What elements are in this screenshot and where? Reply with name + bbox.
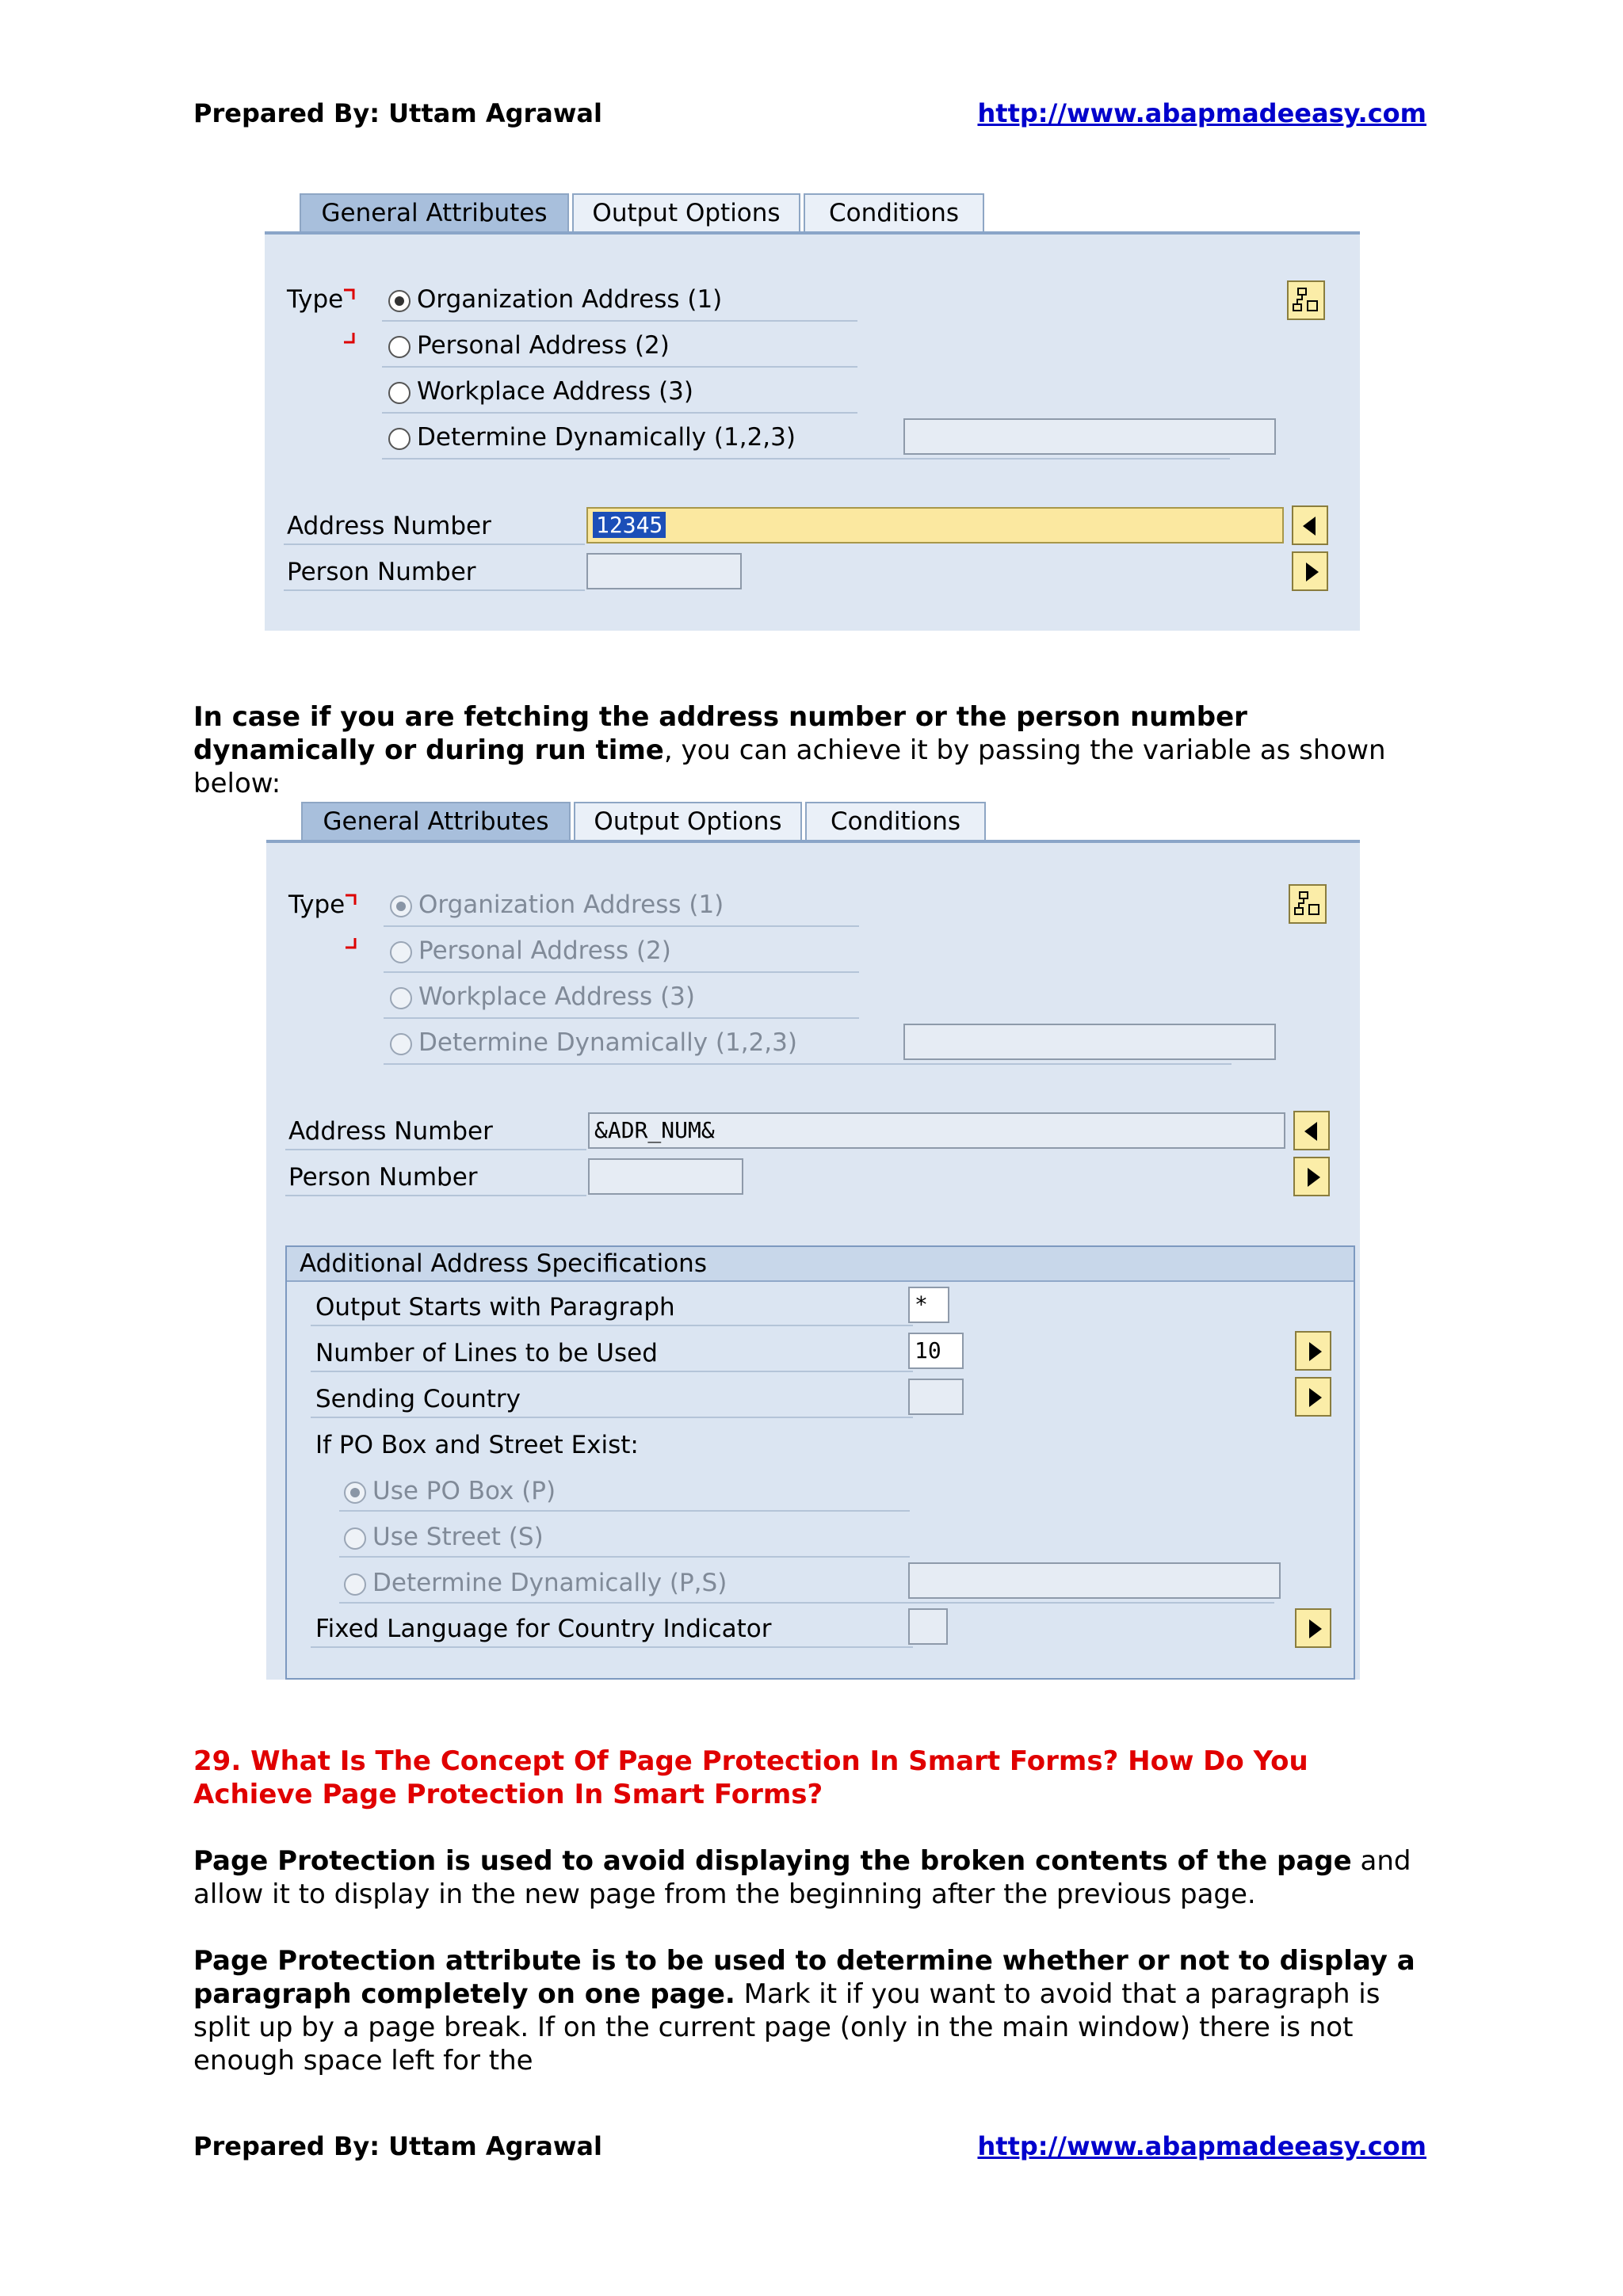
radio-label-workplace-address: Workplace Address (3) — [417, 377, 693, 406]
type-label: Type — [288, 891, 346, 919]
radio-label-workplace-address: Workplace Address (3) — [418, 982, 695, 1011]
footer-prepared-by: Prepared By: Uttam Agrawal — [193, 2131, 602, 2161]
tab-output-options[interactable]: Output Options — [572, 193, 800, 231]
radio-label-organization-address: Organization Address (1) — [417, 285, 723, 314]
output-starts-input[interactable]: * — [908, 1287, 949, 1323]
page-protection-paragraph-2: Page Protection attribute is to be used to determine whether or not to display a paragraph completely on one page. Mark it if you want to avoid that a paragraph is split up by a page break. If on the current page (only in the main window) there is not enough space left for the — [193, 1945, 1415, 2077]
screenshot-general-attributes-1 — [265, 193, 1360, 631]
footer-url-link[interactable]: http://www.abapmadeeasy.com — [977, 2131, 1426, 2161]
radio-label-personal-address: Personal Address (2) — [418, 936, 671, 965]
group-title: Additional Address Specifications — [287, 1247, 1354, 1282]
radio-use-po-box — [344, 1482, 366, 1504]
fixed-language-checkbox[interactable] — [908, 1608, 948, 1645]
radio-determine-dynamically — [390, 1033, 412, 1055]
tab-conditions[interactable]: Conditions — [805, 802, 986, 840]
radio-label-use-street: Use Street (S) — [372, 1523, 544, 1551]
radio-label-determine-dynamically-ps: Determine Dynamically (P,S) — [372, 1569, 727, 1597]
num-lines-input[interactable]: 10 — [908, 1333, 964, 1369]
person-number-input[interactable] — [586, 553, 742, 589]
required-corner-icon — [346, 894, 357, 905]
required-corner-icon — [344, 333, 355, 344]
radio-determine-dynamically-ps — [344, 1573, 366, 1596]
arrow-right-icon — [1309, 1388, 1322, 1407]
address-number-input[interactable]: &ADR_NUM& — [588, 1112, 1285, 1149]
radio-organization-address[interactable] — [388, 290, 411, 312]
tab-conditions[interactable]: Conditions — [804, 193, 984, 231]
previous-button[interactable] — [1292, 505, 1328, 545]
fixed-language-next-button[interactable] — [1295, 1608, 1331, 1648]
radio-label-personal-address: Personal Address (2) — [417, 331, 670, 360]
tab-general-attributes[interactable]: General Attributes — [301, 802, 571, 840]
intro-paragraph: In case if you are fetching the address number or the person number dynamically or during run time, you can achieve it by passing the variable as shown below: — [193, 701, 1386, 799]
next-button[interactable] — [1292, 551, 1328, 591]
radio-workplace-address[interactable] — [388, 382, 411, 404]
num-lines-next-button[interactable] — [1295, 1331, 1331, 1371]
screenshot-general-attributes-2 — [266, 802, 1360, 1680]
required-corner-icon — [344, 288, 355, 299]
radio-personal-address[interactable] — [388, 336, 411, 358]
radio-use-street — [344, 1527, 366, 1550]
header-url-link[interactable]: http://www.abapmadeeasy.com — [977, 98, 1426, 128]
additional-address-group — [285, 1245, 1355, 1680]
person-number-label: Person Number — [287, 558, 476, 586]
previous-button[interactable] — [1293, 1111, 1330, 1150]
arrow-right-icon — [1309, 1619, 1322, 1638]
page-protection-paragraph-1: Page Protection is used to avoid displaying the broken contents of the page and allow it to display in the new page from the beginning after the previous page. — [193, 1845, 1411, 1910]
radio-organization-address — [390, 895, 412, 917]
dynamic-type-field[interactable] — [903, 1024, 1276, 1060]
address-number-label: Address Number — [287, 512, 491, 540]
person-number-input[interactable] — [588, 1158, 743, 1195]
fixed-language-label: Fixed Language for Country Indicator — [315, 1615, 772, 1643]
type-label: Type — [287, 285, 344, 314]
arrow-left-icon — [1303, 517, 1316, 536]
radio-label-organization-address: Organization Address (1) — [418, 891, 724, 919]
dynamic-type-field[interactable] — [903, 418, 1276, 455]
header-prepared-by: Prepared By: Uttam Agrawal — [193, 98, 602, 128]
next-button[interactable] — [1293, 1157, 1330, 1196]
address-number-label: Address Number — [288, 1117, 493, 1146]
sending-country-input[interactable] — [908, 1379, 964, 1415]
radio-determine-dynamically[interactable] — [388, 428, 411, 450]
radio-label-determine-dynamically: Determine Dynamically (1,2,3) — [418, 1028, 797, 1057]
radio-label-use-po-box: Use PO Box (P) — [372, 1477, 556, 1505]
sending-country-next-button[interactable] — [1295, 1377, 1331, 1417]
address-number-input[interactable]: 12345 — [586, 507, 1284, 543]
org-structure-icon[interactable] — [1289, 884, 1327, 924]
sending-country-label: Sending Country — [315, 1385, 521, 1413]
required-corner-icon — [346, 938, 357, 949]
radio-label-determine-dynamically: Determine Dynamically (1,2,3) — [417, 423, 796, 452]
output-starts-label: Output Starts with Paragraph — [315, 1293, 675, 1322]
question-heading: 29. What Is The Concept Of Page Protection In Smart Forms? How Do You Achieve Page Protection In Smart Forms? — [193, 1745, 1308, 1810]
dynamic-ps-field[interactable] — [908, 1562, 1281, 1599]
arrow-right-icon — [1309, 1342, 1322, 1361]
person-number-label: Person Number — [288, 1163, 478, 1192]
po-box-label: If PO Box and Street Exist: — [315, 1431, 639, 1459]
arrow-right-icon — [1306, 563, 1319, 582]
arrow-right-icon — [1308, 1168, 1320, 1187]
arrow-left-icon — [1304, 1122, 1317, 1141]
tab-output-options[interactable]: Output Options — [574, 802, 802, 840]
org-structure-icon[interactable] — [1287, 280, 1325, 320]
tab-general-attributes[interactable]: General Attributes — [300, 193, 569, 231]
num-lines-label: Number of Lines to be Used — [315, 1339, 658, 1367]
radio-personal-address — [390, 941, 412, 963]
radio-workplace-address — [390, 987, 412, 1009]
